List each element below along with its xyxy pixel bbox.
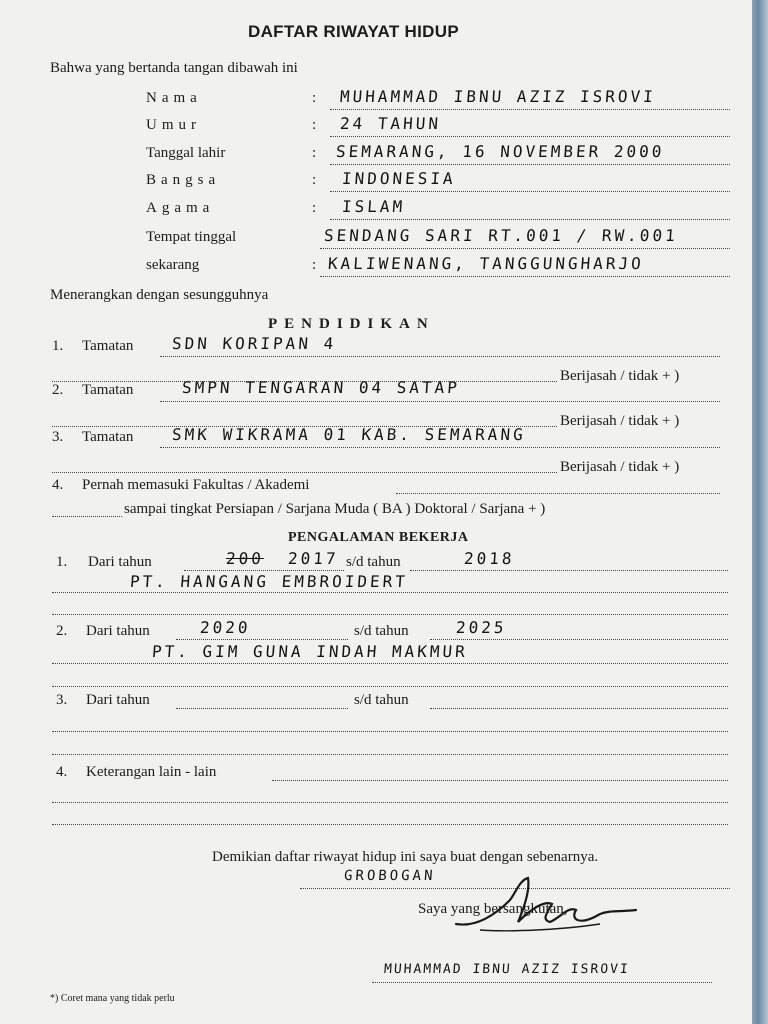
footnote: *) Coret mana yang tidak perlu xyxy=(50,993,175,1004)
dotted-line xyxy=(160,401,720,402)
label-umur: Umur xyxy=(146,117,201,133)
education-value-1: SDN KORIPAN 4 xyxy=(171,334,337,353)
page-edge xyxy=(752,0,768,1024)
dotted-line xyxy=(52,516,122,517)
label-agama: Agama xyxy=(146,200,215,216)
value-umur: 24 TAHUN xyxy=(339,114,442,133)
label-nama: Nama xyxy=(146,90,202,106)
dotted-line xyxy=(52,592,728,593)
intro-text: Bahwa yang bertanda tangan dibawah ini xyxy=(50,60,298,76)
work-to-label: s/d tahun xyxy=(346,554,401,570)
dotted-line xyxy=(320,248,730,249)
value-agama: ISLAM xyxy=(341,197,406,216)
work-from-1: 2017 xyxy=(287,549,340,568)
colon: : xyxy=(312,172,317,188)
work-to-2: 2025 xyxy=(455,618,508,637)
faculty-label: Pernah memasuki Fakultas / Akademi xyxy=(82,477,310,493)
dotted-line xyxy=(52,472,557,473)
education-suffix: Berijasah / tidak + ) xyxy=(560,368,680,384)
dotted-line xyxy=(52,686,728,687)
value-sekarang: KALIWENANG, TANGGUNGHARJO xyxy=(327,254,645,273)
work-to-1: 2018 xyxy=(463,549,516,568)
work-from-label: Dari tahun xyxy=(86,692,150,708)
label-tanggal-lahir: Tanggal lahir xyxy=(146,145,226,161)
dotted-line xyxy=(52,824,728,825)
label-tempat-tinggal: Tempat tinggal xyxy=(146,229,237,245)
work-num: 1. xyxy=(56,554,68,570)
dotted-line xyxy=(184,570,344,571)
dotted-line xyxy=(320,276,730,277)
signature-graphic xyxy=(450,870,650,940)
dotted-line xyxy=(176,639,348,640)
dotted-line xyxy=(160,356,720,357)
value-nama: MUHAMMAD IBNU AZIZ ISROVI xyxy=(339,87,657,106)
education-num: 3. xyxy=(52,429,64,445)
dotted-line xyxy=(272,780,728,781)
dotted-line xyxy=(52,663,728,664)
education-suffix: Berijasah / tidak + ) xyxy=(560,413,680,429)
signer-name: MUHAMMAD IBNU AZIZ ISROVI xyxy=(383,962,631,977)
dotted-line xyxy=(430,708,728,709)
work-from-2: 2020 xyxy=(199,618,252,637)
colon: : xyxy=(312,200,317,216)
dotted-line xyxy=(430,639,728,640)
work-from-struck: 200 xyxy=(225,549,265,568)
value-tanggal-lahir: SEMARANG, 16 NOVEMBER 2000 xyxy=(335,142,666,161)
dotted-line xyxy=(330,164,730,165)
education-label: Tamatan xyxy=(82,338,134,354)
dotted-line xyxy=(330,136,730,137)
dotted-line xyxy=(52,802,728,803)
notes-label: Keterangan lain - lain xyxy=(86,764,217,780)
signer-label: Saya yang bersangkutan, xyxy=(418,901,568,917)
education-value-2: SMPN TENGARAN 04 SATAP xyxy=(181,378,461,397)
dotted-line xyxy=(330,191,730,192)
value-tempat-tinggal: SENDANG SARI RT.001 / RW.001 xyxy=(323,226,679,245)
closing-text: Demikian daftar riwayat hidup ini saya buat dengan sebenarnya. xyxy=(212,849,599,865)
work-heading: PENGALAMAN BEKERJA xyxy=(288,530,469,545)
work-from-label: Dari tahun xyxy=(86,623,150,639)
education-num: 1. xyxy=(52,338,64,354)
label-bangsa: Bangsa xyxy=(146,172,221,188)
dotted-line xyxy=(176,708,348,709)
label-sekarang: sekarang xyxy=(146,257,200,273)
work-num: 2. xyxy=(56,623,68,639)
education-suffix: Berijasah / tidak + ) xyxy=(560,459,680,475)
work-to-label: s/d tahun xyxy=(354,623,409,639)
dotted-line xyxy=(330,109,730,110)
form-title: DAFTAR RIWAYAT HIDUP xyxy=(248,22,459,41)
education-value-3: SMK WIKRAMA 01 KAB. SEMARANG xyxy=(171,425,527,444)
dotted-line xyxy=(52,754,728,755)
education-label: Tamatan xyxy=(82,429,134,445)
work-to-label: s/d tahun xyxy=(354,692,409,708)
dotted-line xyxy=(372,982,712,983)
work-from-label: Dari tahun xyxy=(88,554,152,570)
education-heading: PENDIDIKAN xyxy=(268,316,435,332)
faculty-level: sampai tingkat Persiapan / Sarjana Muda ( BA ) Doktoral / Sarjana + ) xyxy=(124,501,546,517)
education-label: Tamatan xyxy=(82,382,134,398)
work-num: 3. xyxy=(56,692,68,708)
colon: : xyxy=(312,90,317,106)
dotted-line xyxy=(160,447,720,448)
work-company-1: PT. HANGANG EMBROIDERT xyxy=(129,572,409,591)
education-num: 2. xyxy=(52,382,64,398)
dotted-line xyxy=(330,219,730,220)
colon: : xyxy=(312,145,317,161)
statement-text: Menerangkan dengan sesungguhnya xyxy=(50,287,269,303)
place-text: GROBOGAN xyxy=(343,868,436,884)
work-company-2: PT. GIM GUNA INDAH MAKMUR xyxy=(151,642,469,661)
dotted-line xyxy=(396,493,720,494)
dotted-line xyxy=(52,614,728,615)
dotted-line xyxy=(410,570,728,571)
faculty-num: 4. xyxy=(52,477,64,493)
notes-num: 4. xyxy=(56,764,68,780)
value-bangsa: INDONESIA xyxy=(341,169,457,188)
dotted-line xyxy=(52,731,728,732)
colon: : xyxy=(312,257,317,273)
colon: : xyxy=(312,117,317,133)
